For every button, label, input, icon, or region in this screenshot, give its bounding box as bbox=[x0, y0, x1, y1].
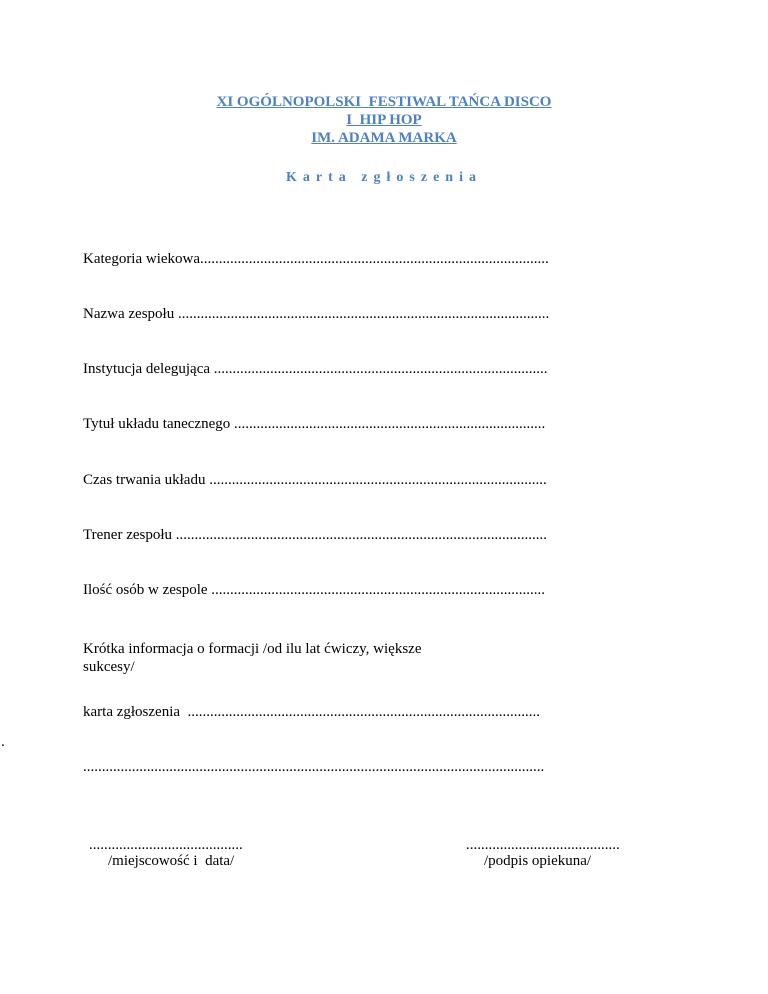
festival-title-line-2: I HIP HOP bbox=[346, 112, 422, 128]
form-subtitle: Karta zgłoszenia bbox=[286, 170, 482, 185]
info-prompt-line-2: sukcesy/ bbox=[83, 659, 135, 675]
guardian-signature-label: /podpis opiekuna/ bbox=[484, 853, 592, 869]
field-entry-card: karta zgłoszenia .............................................................................................. bbox=[83, 704, 541, 720]
festival-title: XI OGÓLNOPOLSKI FESTIWAL TAŃCA DISCO bbox=[216, 94, 552, 110]
guardian-signature-line: ......................................... bbox=[466, 837, 620, 853]
field-coach: Trener zespołu ................................................................................................... bbox=[83, 527, 548, 543]
place-date-label: /miejscowość i data/ bbox=[108, 853, 235, 869]
stray-mark: . bbox=[1, 734, 5, 750]
field-duration: Czas trwania układu .......................................................................................... bbox=[83, 472, 547, 488]
festival-patron: IM. ADAMA MARKA bbox=[311, 130, 457, 146]
field-age-category: Kategoria wiekowa............................................................................................. bbox=[83, 251, 549, 267]
field-continuation-line: ........................................................................................................................... bbox=[83, 759, 545, 775]
info-prompt: Krótka informacja o formacji /od ilu lat ćwiczy, większe bbox=[83, 641, 422, 657]
field-member-count: Ilość osób w zespole ......................................................................................... bbox=[83, 582, 546, 598]
field-team-name: Nazwa zespołu ................................................................................................... bbox=[83, 306, 550, 322]
field-dance-title: Tytuł układu tanecznego ................................................................................... bbox=[83, 416, 546, 432]
field-delegating-institution: Instytucja delegująca ......................................................................................... bbox=[83, 361, 548, 377]
place-date-line: ......................................... bbox=[89, 837, 243, 853]
